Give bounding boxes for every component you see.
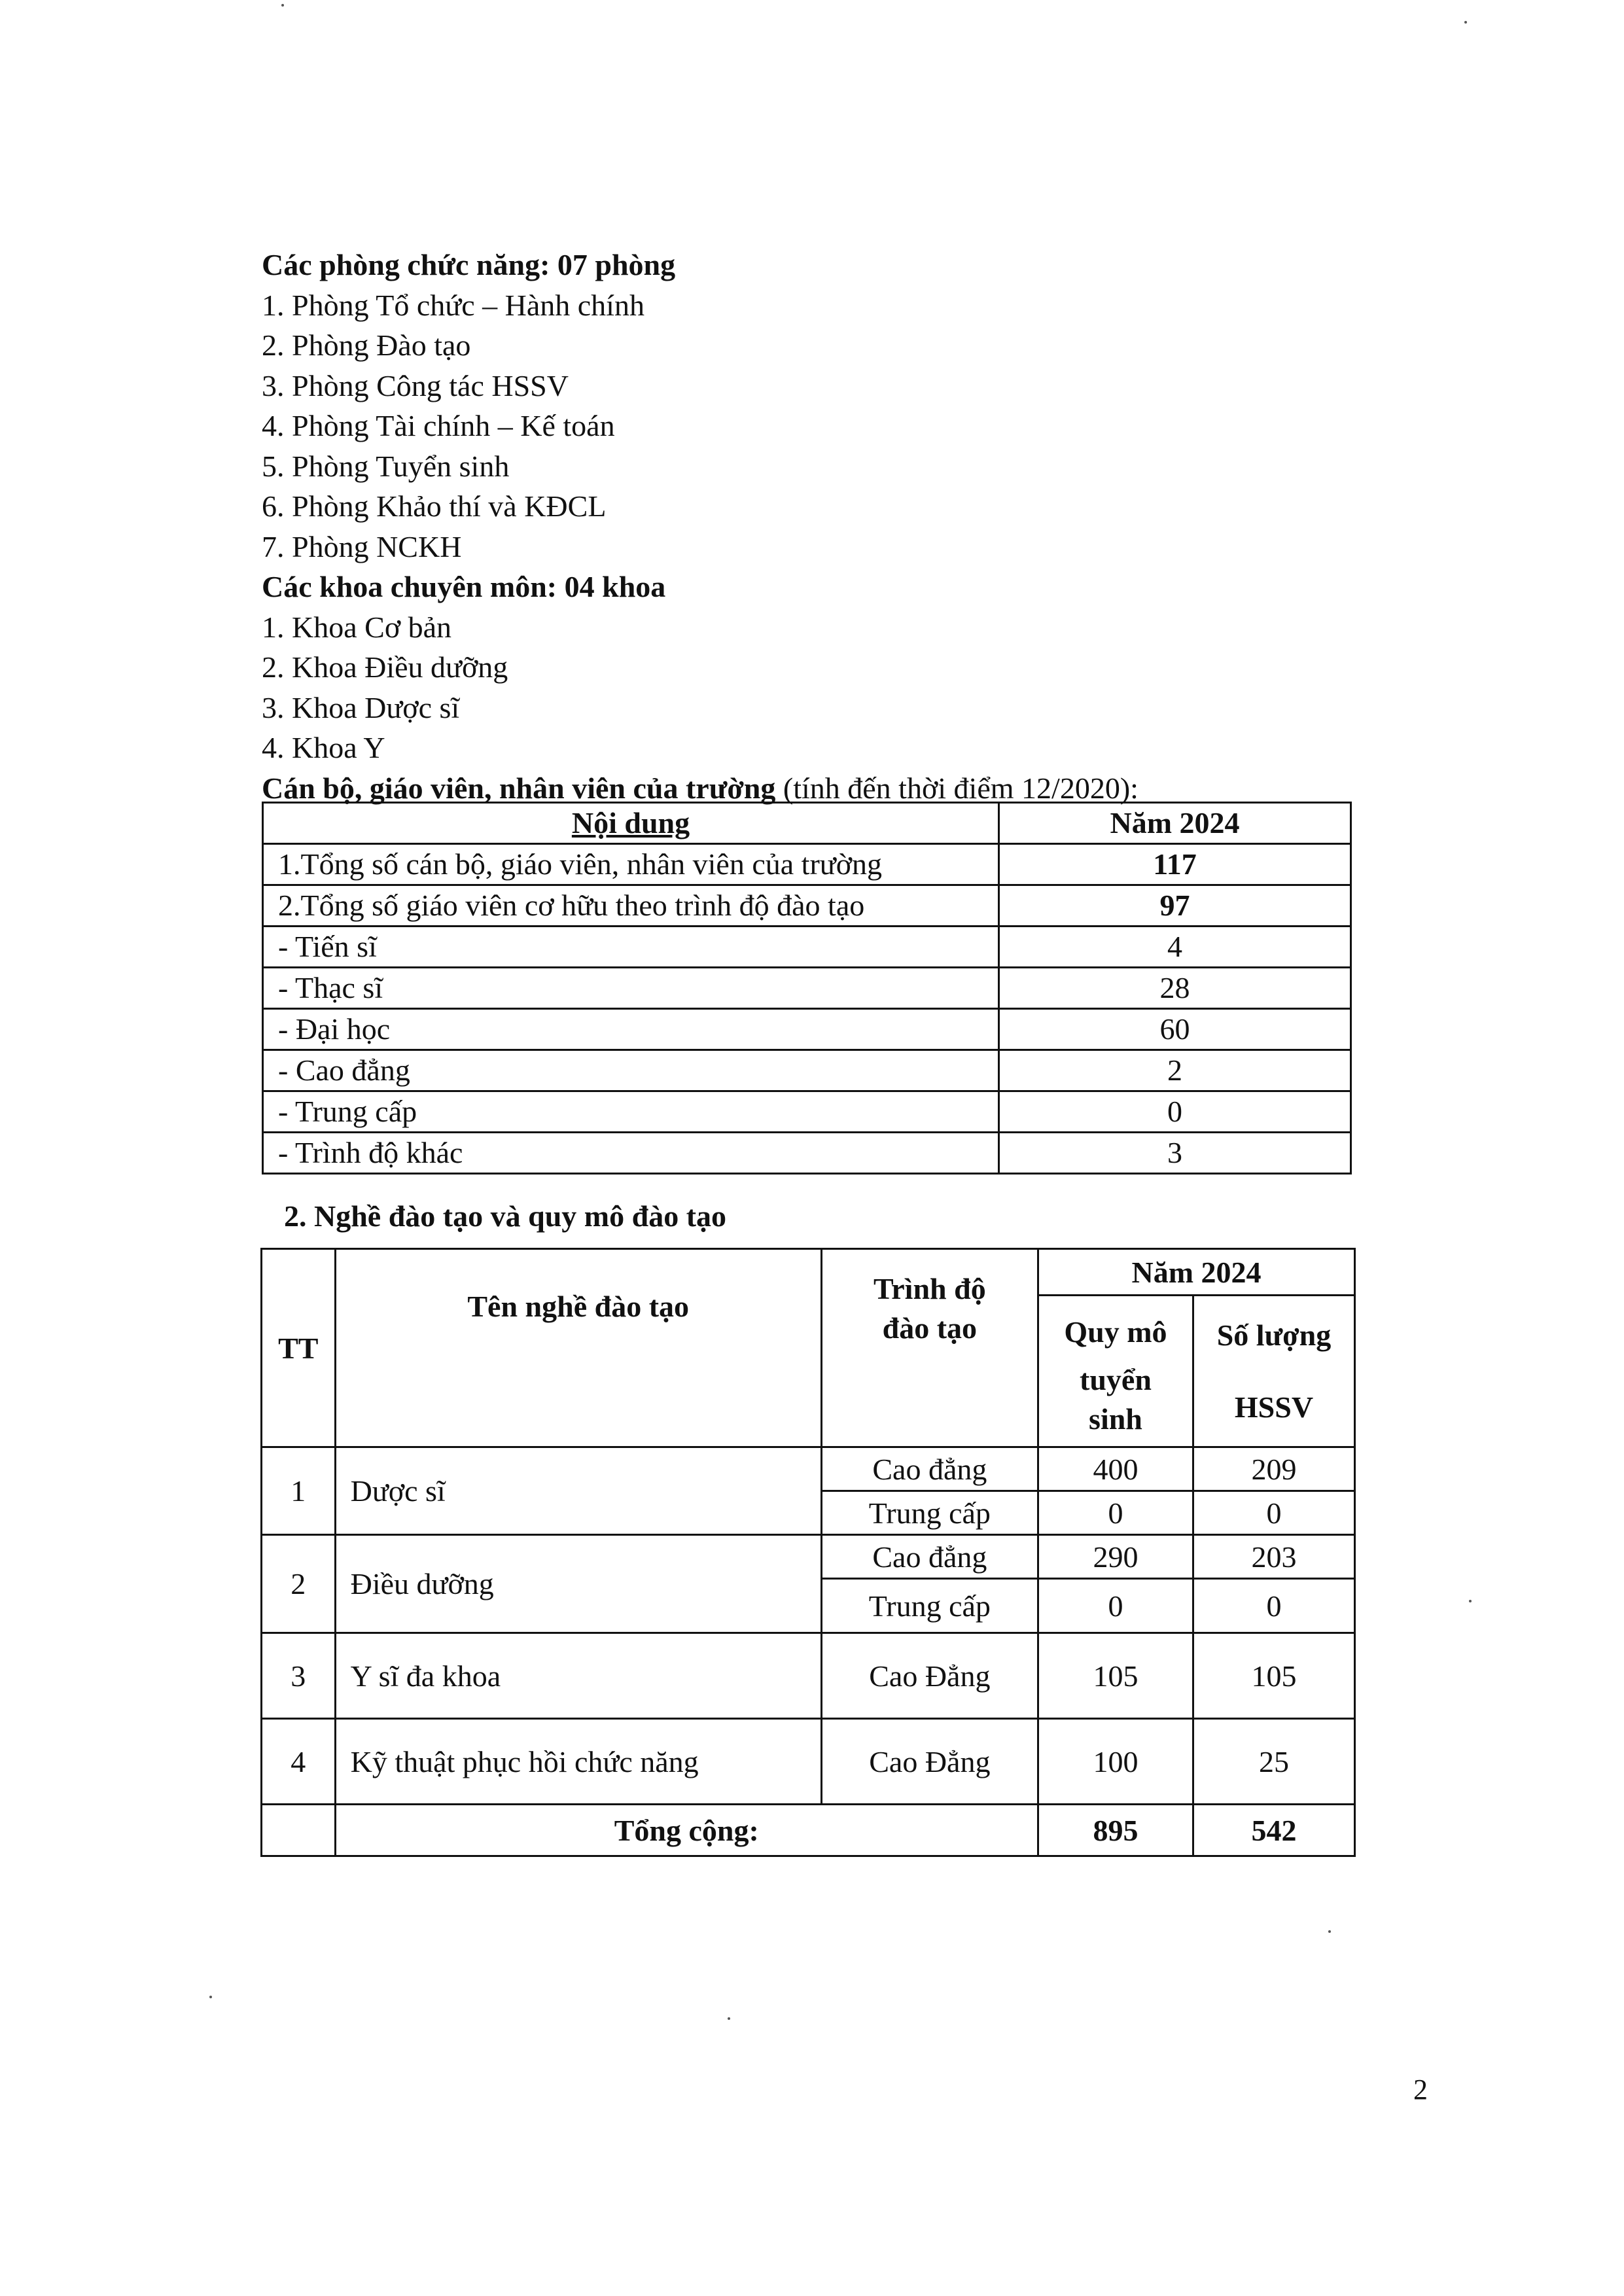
- staff-header-content: Nội dung: [263, 803, 999, 844]
- program-name: Điều dưỡng: [335, 1535, 821, 1633]
- staff-row-label: 2.Tổng số giáo viên cơ hữu theo trình độ đào tạo: [263, 885, 999, 927]
- program-header-row: [262, 1249, 1355, 1296]
- header-quota: [1038, 1296, 1193, 1447]
- staff-caption-note: (tính đến thời điểm 12/2020):: [775, 771, 1139, 805]
- table-row: [262, 1447, 1355, 1491]
- staff-header-year: Năm 2024: [999, 803, 1351, 844]
- staff-row-value: 0: [999, 1091, 1351, 1133]
- program-tt: 2: [262, 1535, 336, 1633]
- section-title: 2. Nghề đào tạo và quy mô đào tạo: [284, 1199, 727, 1233]
- program-tt: 3: [262, 1633, 336, 1719]
- scan-speck: [728, 2017, 730, 2020]
- staff-row-value: 117: [999, 844, 1351, 885]
- total-empty-cell: [262, 1805, 336, 1856]
- scan-speck: [1464, 21, 1467, 24]
- header-quota-line1: Quy mô: [1064, 1315, 1167, 1349]
- header-level-line2: đào tạo: [882, 1311, 978, 1345]
- program-tt: 1: [262, 1447, 336, 1535]
- faculty-item: 2. Khoa Điều dưỡng: [262, 650, 508, 684]
- header-level-line1: Trình độ: [874, 1272, 986, 1305]
- staff-row-label: - Thạc sĩ: [263, 968, 999, 1009]
- program-count: 105: [1193, 1633, 1354, 1719]
- scan-speck: [209, 1996, 212, 1998]
- table-row: [263, 1133, 1351, 1174]
- header-quota-line2: tuyển: [1080, 1362, 1152, 1396]
- program-quota: 0: [1038, 1579, 1193, 1633]
- staff-row-label: 1.Tổng số cán bộ, giáo viên, nhân viên của trường: [263, 844, 999, 885]
- program-count: 0: [1193, 1579, 1354, 1633]
- staff-row-value: 2: [999, 1050, 1351, 1091]
- program-count: 0: [1193, 1491, 1354, 1535]
- table-row: [262, 1633, 1355, 1719]
- staff-table: [262, 802, 1352, 1174]
- page-number: 2: [1413, 2074, 1428, 2106]
- staff-header-row: [263, 803, 1351, 844]
- table-row: [263, 927, 1351, 968]
- program-level: Trung cấp: [821, 1579, 1038, 1633]
- header-count-line2: HSSV: [1234, 1390, 1314, 1424]
- header-tt: TT: [262, 1249, 336, 1447]
- department-item: 3. Phòng Công tác HSSV: [262, 368, 569, 402]
- scan-speck: [1469, 1600, 1472, 1602]
- program-tt: 4: [262, 1719, 336, 1805]
- program-level: Cao đẳng: [821, 1535, 1038, 1579]
- program-name: Y sĩ đa khoa: [335, 1633, 821, 1719]
- scan-speck: [1328, 1930, 1331, 1933]
- departments-heading: Các phòng chức năng: 07 phòng: [262, 248, 676, 281]
- department-item: 2. Phòng Đào tạo: [262, 328, 471, 362]
- table-row: [262, 1719, 1355, 1805]
- staff-row-label: - Tiến sĩ: [263, 927, 999, 968]
- program-count: 203: [1193, 1535, 1354, 1579]
- table-row: [262, 1535, 1355, 1579]
- department-item: 4. Phòng Tài chính – Kế toán: [262, 409, 615, 442]
- staff-caption-bold: Cán bộ, giáo viên, nhân viên của trường: [262, 771, 776, 805]
- table-row: [263, 1009, 1351, 1050]
- total-row: [262, 1805, 1355, 1856]
- table-row: [263, 1050, 1351, 1091]
- faculty-item: 3. Khoa Dược sĩ: [262, 690, 460, 724]
- header-count: [1193, 1296, 1354, 1447]
- program-level: Trung cấp: [821, 1491, 1038, 1535]
- department-item: 7. Phòng NCKH: [262, 529, 462, 563]
- header-level: [821, 1249, 1038, 1447]
- program-quota: 0: [1038, 1491, 1193, 1535]
- staff-row-label: - Trung cấp: [263, 1091, 999, 1133]
- program-level: Cao Đẳng: [821, 1719, 1038, 1805]
- table-row: [263, 1091, 1351, 1133]
- staff-row-label: - Đại học: [263, 1009, 999, 1050]
- header-count-line1: Số lượng: [1216, 1318, 1332, 1352]
- program-quota: 290: [1038, 1535, 1193, 1579]
- program-level: Cao Đẳng: [821, 1633, 1038, 1719]
- department-item: 5. Phòng Tuyển sinh: [262, 449, 510, 483]
- program-quota: 400: [1038, 1447, 1193, 1491]
- staff-row-value: 3: [999, 1133, 1351, 1174]
- table-row: [263, 885, 1351, 927]
- program-quota: 100: [1038, 1719, 1193, 1805]
- program-level: Cao đẳng: [821, 1447, 1038, 1491]
- staff-row-value: 28: [999, 968, 1351, 1009]
- faculty-item: 4. Khoa Y: [262, 731, 385, 764]
- program-quota: 105: [1038, 1633, 1193, 1719]
- staff-row-value: 97: [999, 885, 1351, 927]
- staff-row-label: - Trình độ khác: [263, 1133, 999, 1174]
- program-name: Dược sĩ: [335, 1447, 821, 1535]
- text-block: [262, 245, 1374, 808]
- total-count: 542: [1193, 1805, 1354, 1856]
- staff-row-value: 60: [999, 1009, 1351, 1050]
- faculties-heading: Các khoa chuyên môn: 04 khoa: [262, 570, 666, 603]
- header-year: Năm 2024: [1038, 1249, 1354, 1296]
- faculty-item: 1. Khoa Cơ bản: [262, 610, 452, 644]
- program-count: 209: [1193, 1447, 1354, 1491]
- header-quota-line3: sinh: [1089, 1402, 1142, 1436]
- total-label: Tổng cộng:: [335, 1805, 1038, 1856]
- program-name: Kỹ thuật phục hồi chức năng: [335, 1719, 821, 1805]
- program-table: [260, 1248, 1356, 1857]
- staff-row-value: 4: [999, 927, 1351, 968]
- table-row: [263, 844, 1351, 885]
- staff-row-label: - Cao đẳng: [263, 1050, 999, 1091]
- department-item: 1. Phòng Tổ chức – Hành chính: [262, 288, 644, 322]
- table-row: [263, 968, 1351, 1009]
- scan-speck: [281, 4, 284, 7]
- department-item: 6. Phòng Khảo thí và KĐCL: [262, 489, 607, 523]
- total-quota: 895: [1038, 1805, 1193, 1856]
- header-name: Tên nghề đào tạo: [335, 1249, 821, 1447]
- program-count: 25: [1193, 1719, 1354, 1805]
